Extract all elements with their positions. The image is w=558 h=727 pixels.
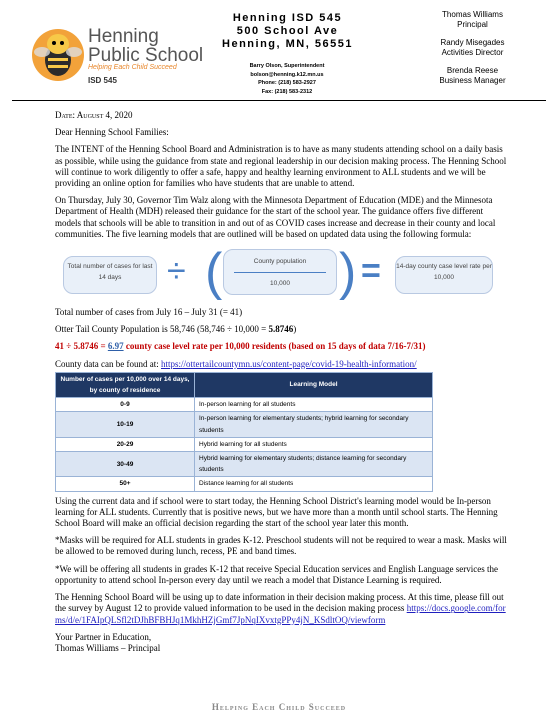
- survey-link[interactable]: https://docs.google.com/forms/d/e/1FAIpQLSfl2tDJhBFBHJq1MkhHZjGmf7JpNqIXvxtgPPy4jN_KSdltOQ/viewform: [55, 603, 506, 625]
- school-street: 500 School Ave: [236, 25, 339, 37]
- logo-name-line2: Public School: [88, 45, 204, 66]
- table-row: [56, 412, 433, 437]
- table-cell-model: Distance learning for all students: [195, 477, 433, 491]
- case-rate-prefix: 41 ÷ 5.8746 =: [55, 341, 108, 352]
- case-rate-line: [55, 341, 510, 352]
- formula-result: [395, 256, 493, 294]
- phone-number: Phone: (218) 583-2927: [258, 80, 316, 86]
- closing: Your Partner in Education,: [55, 631, 152, 642]
- signature: Thomas Williams – Principal: [55, 642, 161, 653]
- staff-list: [415, 10, 530, 94]
- letter-body: [55, 110, 510, 660]
- school-address-block: [200, 12, 375, 51]
- paragraph-survey: [55, 592, 510, 626]
- staff-title: Principal: [457, 20, 488, 29]
- table-row: [56, 477, 433, 491]
- staff-name: Brenda Reese: [446, 66, 499, 75]
- superintendent-name: Barry Olson, Superintendent: [249, 63, 325, 69]
- table-header-cases: Number of cases per 10,000 over 14 days, by county of residence: [56, 372, 195, 397]
- fraction-bar: [234, 272, 326, 273]
- superintendent-email[interactable]: bolson@henning.k12.mn.us: [250, 71, 324, 78]
- divide-sign-icon: ÷: [167, 252, 186, 291]
- paragraph-current-model: Using the current data and if school were to start today, the Henning School District's learning model would be In-person learning for ALL students. Currently that is positive news, but we have more than a month until school starts. The Henning School Board will make an official decision regarding the start of the school year later this month.: [55, 495, 498, 529]
- population-text: Otter Tail County Population is 58,746 (58,746 ÷ 10,000 =: [55, 324, 269, 335]
- paragraph-guidance: On Thursday, July 30, Governor Tim Walz along with the Minnesota Department of Education (MDE) and the Minnesota Department of Health (MDH) released their guidance for the start of the school year. The guidance offers five different models that schools will be able to transition in and out of as COVID cases increase and decrease in their county and local communities. The five learning models that are outlined will be based on updated data using the following formula:: [55, 195, 496, 239]
- paragraph-masks: *Masks will be required for ALL students in grades K-12. Preschool students will not be required to wear a mask. Masks will be allowed to be removed during lunch, recess, PE and band times.: [55, 535, 507, 557]
- formula-pop-divisor: 10,000: [270, 280, 290, 288]
- table-cell-range: 10-19: [56, 412, 195, 437]
- case-rate-text: county case level rate per 10,000 residents (based on 15 days of data 7/16-7/31): [123, 341, 426, 352]
- formula-graphic: [55, 243, 510, 302]
- logo-isd: ISD 545: [88, 76, 117, 85]
- table-cell-model: In-person learning for all students: [195, 398, 433, 412]
- header-divider: [12, 100, 546, 101]
- cases-line: Total number of cases from July 16 – July 31 (= 41): [55, 307, 243, 318]
- staff-entry: [415, 66, 530, 86]
- population-end: ): [293, 324, 297, 335]
- county-data-prefix: County data can be found at:: [55, 358, 161, 369]
- table-cell-model: Hybrid learning for elementary students; distance learning for secondary students: [195, 452, 433, 477]
- school-name: Henning ISD 545: [232, 12, 343, 24]
- learning-model-table: [55, 372, 433, 492]
- paragraph-intent: The INTENT of the Henning School Board and Administration is to have as many students attending school on a daily basis as possible, while using the guidance from state and regional leadership in our decision making process. The Henning School will continue to work diligently to offer a safe, happy and healthy learning environment to ALL students and we will be providing an online option for families who have students that are unable to attend.: [55, 144, 507, 189]
- staff-entry: [415, 10, 530, 30]
- school-city: Henning, MN, 56551: [222, 38, 353, 50]
- hornet-mascot-icon: [30, 22, 90, 87]
- formula-denominator: [223, 249, 337, 295]
- table-cell-range: 20-29: [56, 437, 195, 451]
- county-data-line: [55, 359, 510, 370]
- formula-result-text: 14-day county case level rate per 10,000: [396, 263, 492, 282]
- case-rate-value: 6.97: [107, 341, 124, 352]
- table-cell-model: Hybrid learning for all students: [195, 437, 433, 451]
- superintendent-contact: [222, 62, 352, 96]
- footer-tagline: Helping Each Child Succeed: [211, 702, 347, 712]
- table-cell-range: 0-9: [56, 398, 195, 412]
- table-cell-range: 30-49: [56, 452, 195, 477]
- survey-text: The Henning School Board will be using up to date information in their decision making process. At this time, please fill out the survey by August 12 to provide valued information to be used in the decision making process: [55, 592, 504, 614]
- logo-name-line1: Henning: [88, 26, 159, 47]
- paragraph-special-ed: *We will be offering all students in grades K-12 that receive Special Education services and English Language services the opportunity to attend school In-person every day until we reach a model that Distance Learning is required.: [55, 563, 498, 585]
- population-value: 5.8746: [268, 324, 294, 335]
- table-row: [56, 398, 433, 412]
- close-paren-icon: ): [339, 243, 357, 302]
- logo-school-name: [88, 27, 203, 65]
- table-cell-range: 50+: [56, 477, 195, 491]
- formula-numerator-text: Total number of cases for last 14 days: [67, 263, 153, 282]
- equals-sign-icon: =: [361, 252, 381, 291]
- table-row: [56, 437, 433, 451]
- population-line: [55, 324, 510, 335]
- table-header-model: Learning Model: [195, 372, 433, 397]
- logo-tagline: Helping Each Child Succeed: [88, 64, 177, 71]
- county-data-link[interactable]: https://ottertailcountymn.us/content-page/covid-19-health-information/: [160, 358, 417, 369]
- staff-name: Randy Misegades: [440, 38, 505, 47]
- open-paren-icon: (: [205, 243, 223, 302]
- staff-title: Activities Director: [441, 48, 504, 57]
- table-row: [56, 452, 433, 477]
- greeting: Dear Henning School Families:: [55, 127, 169, 138]
- formula-pop-label: County population: [253, 258, 307, 266]
- fax-number: Fax: (218) 583-2312: [261, 88, 313, 95]
- staff-title: Business Manager: [439, 76, 506, 85]
- staff-name: Thomas Williams: [442, 10, 503, 19]
- table-cell-model: In-person learning for elementary students; hybrid learning for secondary students: [195, 412, 433, 437]
- letter-date: Date: August 4, 2020: [55, 110, 133, 120]
- formula-numerator: [63, 256, 157, 294]
- table-header-row: [56, 372, 433, 397]
- staff-entry: [415, 38, 530, 58]
